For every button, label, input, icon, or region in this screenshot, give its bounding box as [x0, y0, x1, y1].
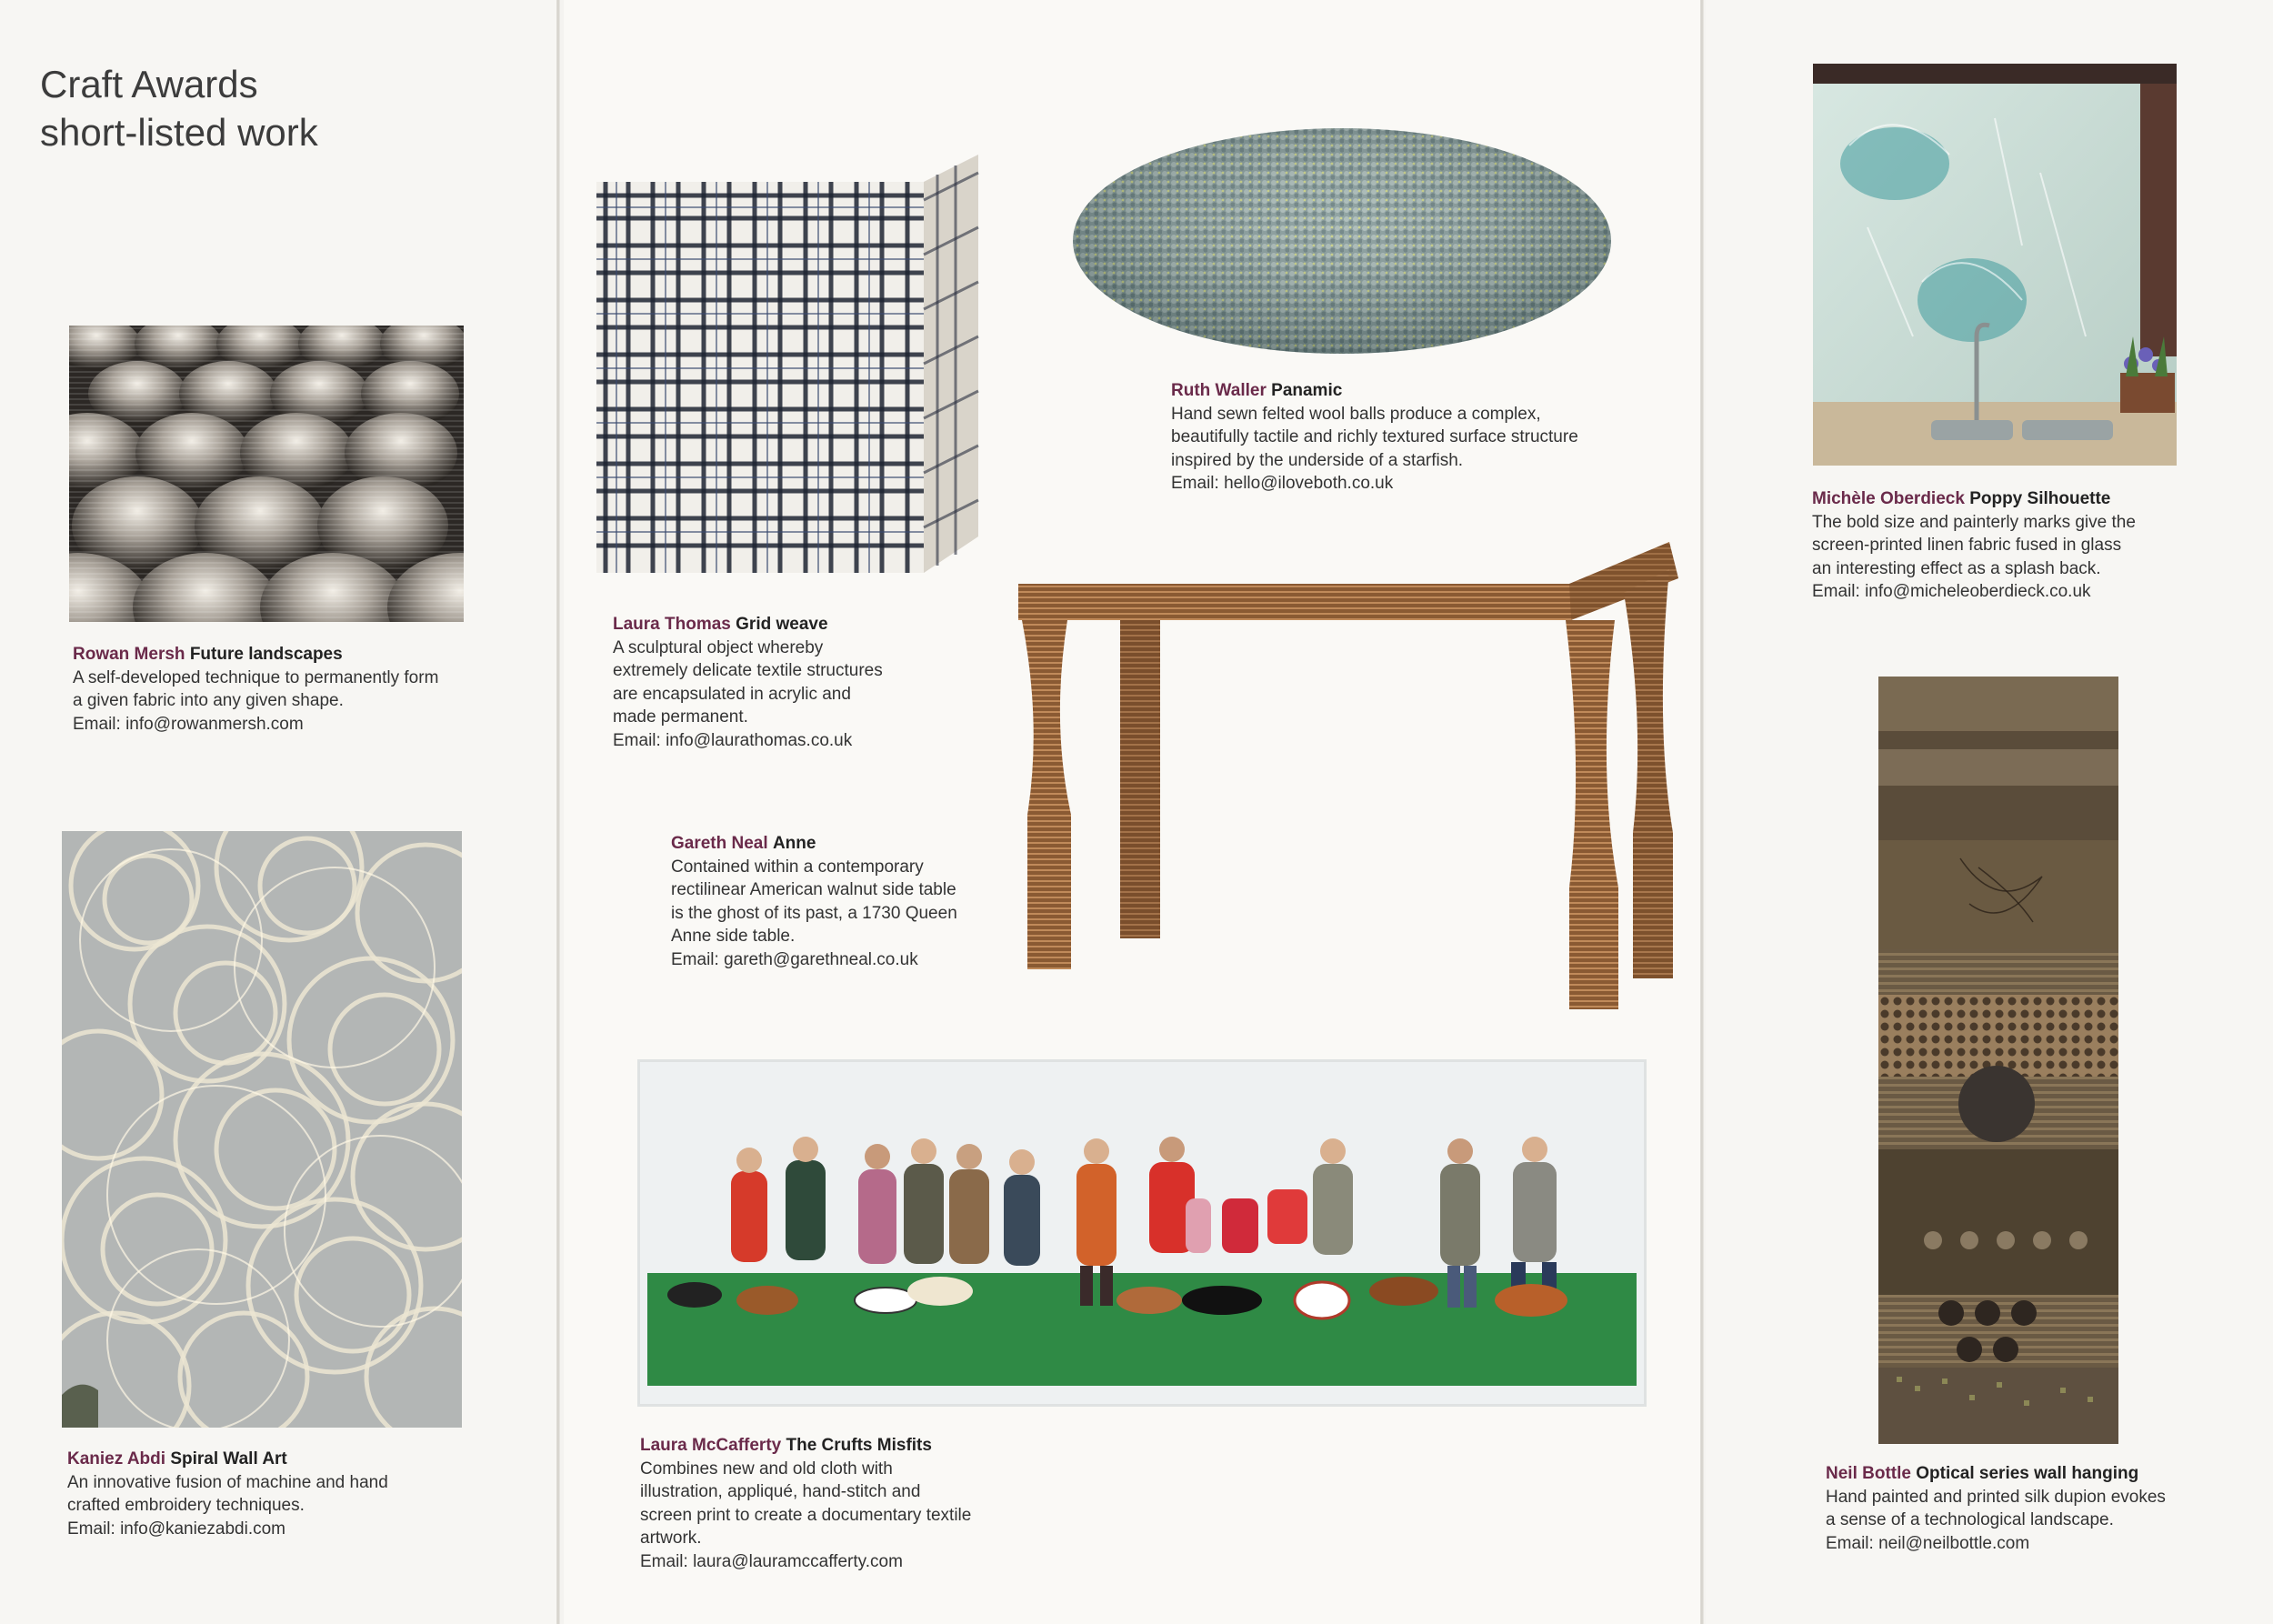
- caption-ruth-waller: [1171, 379, 1662, 496]
- caption-kaniez-abdi: [67, 1448, 504, 1540]
- artist-name: Laura McCafferty: [640, 1436, 782, 1455]
- artist-name: Ruth Waller: [1171, 381, 1267, 400]
- work-description: Contained within a contemporary rectilinear American walnut side table is the ghost of its past, a 1730 Queen Anne side table.: [671, 857, 957, 946]
- work-description: Combines new and old cloth with illustration, appliqué, hand-stitch and screen print to create a documentary textile artwork.: [640, 1459, 972, 1548]
- artist-email: Email: gareth@garethneal.co.uk: [671, 949, 918, 969]
- work-description: Hand painted and printed silk dupion evokes a sense of a technological landscape.: [1826, 1487, 2166, 1529]
- work-title: Poppy Silhouette: [1969, 489, 2111, 508]
- grid-weave-image: [596, 145, 987, 576]
- work-title: Future landscapes: [189, 645, 343, 664]
- anne-table-image: [1015, 542, 1678, 1015]
- caption-neil-bottle: [1826, 1462, 2253, 1555]
- artist-name: Neil Bottle: [1826, 1464, 1911, 1483]
- work-description: An innovative fusion of machine and hand crafted embroidery techniques.: [67, 1472, 388, 1515]
- artist-name: Rowan Mersh: [73, 645, 185, 664]
- artist-name: Laura Thomas: [613, 615, 731, 634]
- artist-name: Michèle Oberdieck: [1812, 489, 1965, 508]
- artist-name: Gareth Neal: [671, 834, 768, 853]
- optical-series-image: [1878, 677, 2118, 1444]
- caption-rowan-mersh: [73, 643, 509, 736]
- caption-gareth-neal: [671, 832, 1053, 971]
- spiral-wall-art-image: [62, 831, 462, 1428]
- artist-email: Email: hello@iloveboth.co.uk: [1171, 474, 1394, 493]
- artist-email: Email: laura@lauramccafferty.com: [640, 1551, 903, 1571]
- crufts-misfits-image: [640, 1062, 1644, 1404]
- work-title: Optical series wall hanging: [1916, 1464, 2139, 1483]
- page-title: [40, 60, 318, 156]
- artist-email: Email: info@micheleoberdieck.co.uk: [1812, 582, 2091, 601]
- artist-email: Email: neil@neilbottle.com: [1826, 1533, 2030, 1553]
- work-description: The bold size and painterly marks give the screen-printed linen fabric fused in glass an interesting effect as a splash back.: [1812, 512, 2136, 578]
- caption-laura-thomas: [613, 613, 995, 752]
- work-title: Panamic: [1271, 381, 1343, 400]
- artist-name: Kaniez Abdi: [67, 1449, 166, 1469]
- work-title: Spiral Wall Art: [170, 1449, 287, 1469]
- work-title: Anne: [772, 834, 816, 853]
- artist-email: Email: info@rowanmersh.com: [73, 714, 304, 734]
- page-title-line2: short-listed work: [40, 111, 318, 154]
- work-description: A sculptural object whereby extremely delicate textile structures are encapsulated in acrylic and made permanent.: [613, 637, 883, 727]
- work-description: A self-developed technique to permanently form a given fabric into any given shape.: [73, 667, 439, 710]
- artist-email: Email: info@laurathomas.co.uk: [613, 730, 853, 750]
- caption-michele-oberdieck: [1812, 487, 2230, 604]
- caption-laura-mccafferty: [640, 1434, 1058, 1573]
- fold-line-left: [556, 0, 560, 1624]
- page-title-line1: Craft Awards: [40, 63, 258, 105]
- work-title: The Crufts Misfits: [786, 1436, 932, 1455]
- work-title: Grid weave: [736, 615, 828, 634]
- fold-line-right: [1700, 0, 1704, 1624]
- artist-email: Email: info@kaniezabdi.com: [67, 1519, 286, 1539]
- work-description: Hand sewn felted wool balls produce a complex, beautifully tactile and richly textured surface structure inspired by the underside of a starfish.: [1171, 404, 1578, 470]
- poppy-silhouette-image: [1813, 64, 2177, 466]
- future-landscapes-image: [69, 326, 464, 622]
- panamic-rug-image: [1071, 125, 1613, 356]
